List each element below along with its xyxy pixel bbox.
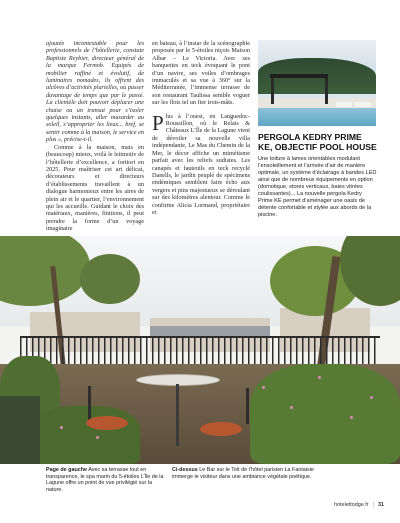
planted-shrubs (250, 364, 400, 464)
pergola-photo (258, 40, 376, 126)
pink-flower (350, 416, 353, 419)
caption-left (46, 467, 170, 493)
footer-site: hotelettodge.fr (334, 502, 369, 508)
chair-back (246, 388, 249, 424)
chair-back (88, 386, 91, 422)
chair-seat (86, 416, 128, 430)
pink-flower (290, 406, 293, 409)
column-2-paragraph-2 (152, 110, 250, 217)
zinc-roof (150, 326, 270, 336)
pergola-post (271, 78, 274, 104)
drop-cap: P (152, 110, 164, 135)
caption-right-label: Ci-dessus (172, 467, 198, 473)
planter-box (0, 396, 40, 464)
table-leg (176, 384, 179, 446)
rooftop-terrace-photo (0, 236, 400, 464)
pink-flower (96, 436, 99, 439)
sidebar-product-box (258, 40, 378, 219)
pink-flower (318, 376, 321, 379)
pergola-post (325, 78, 328, 104)
column-2-paragraph-1: en bateau, à l’instar de la scénographie proposée par le 5-étoiles niçois Maison Albar – Le Victoria. Avec ses banquettes en teck évoquant le pont d’un navire, ses voiles d’ombrages immaculés et sa vue à 360° sur la Méditerranée, l’immense terrasse de son restaurant Taulissa semble voguer sur les flots tel un fier trois-mâts. (152, 40, 250, 107)
foliage (80, 254, 140, 304)
pergola-roof (270, 74, 328, 78)
pink-flower (262, 386, 265, 389)
planted-shrubs (30, 406, 140, 464)
column-1-paragraph-2: Comme à la maison, mais en (beaucoup) mieux, voilà le leitmotiv de l’hôtellerie d’excellence, a fortiori en 2025. Pour maîtriser cet art délicat, décorateurs et directeurs d’établissements travaillent à un dialogue harmonieux entre les aires de plein air et le quartier, l’environnement qui les accueille. Guidant le choix des matériaux, manières, finitions, il peut prendre la forme d’un voyage imaginaire (46, 143, 144, 233)
page-footer (334, 502, 384, 508)
pink-flower (60, 426, 63, 429)
caption-left-text: Avec sa terrasse tout en transparence, le spa marin du 5-étoiles L’Île de la Lagune offre un point de vue privilégié sur la nature. (46, 467, 164, 493)
sidebar-title: PERGOLA KEDRY PRIME KE, OBJECTIF POOL HOUSE (258, 132, 377, 152)
article-column-2 (152, 40, 250, 216)
photo-pool (258, 108, 376, 126)
chair-seat (200, 422, 242, 436)
pink-flower (370, 396, 373, 399)
sun-lounger (355, 102, 371, 107)
column-2-paragraph-2-text: lus à l’ouest, en Languedoc-Roussillon, où le Relais & Châteaux L’Île de la Lagune vient de dévoiler sa nouvelle villa indépendante, Le Mas du Chemin de la Mer, le décor affiche un mimétisme parfait avec les reliefs sudistes. Les canapés et fauteuils en teck recyclé Danells, le jardin peuplé de spécimens endémiques semblent faire écho aux vergers et pins majestueux se déroulant sur des kilomètres alentour. Comme le confirme Alicia Lormand, propriétaire et (152, 112, 250, 216)
article-column-1 (46, 40, 144, 233)
sun-lounger (336, 102, 352, 107)
caption-right (172, 467, 322, 480)
sidebar-body: Une toiture à lames orientables modulant l’ensoleillement et l’arrivée d’air de manière optimale, un système d’éclairage à bandes LED ainsi que de nombreux équipements en option (domotique, stores verticaux, baies vitrées coulissantes)... La nouvelle pergola Kedry Prime KE permet d’aménager une oasis de détente confortable et stylée aux abords de la piscine. (258, 156, 377, 218)
caption-left-label: Page de gauche (46, 467, 88, 473)
footer-separator: | (372, 502, 374, 508)
page-number: 31 (378, 502, 384, 508)
caption-right-text: Le Bar sur le Toit de l’hôtel parisien La Fantaisie immerge le visiteur dans une ambiance végétale poétique. (172, 467, 314, 480)
column-1-paragraph-1: ajoutée incontestable pour les professionnels de l’hôtellerie, constate Baptiste Reybier, directeur général de la marque Fermob. Équipés de mobilier raffiné et évolutif, de luminaires nomades, ils offrent des alcôves d’activités plurielles, où passer davantage de temps que par le passé. La clientèle doit pouvoir déplacer une chaise ou un transat pour s’isoler quelques instants, aller musarder au soleil, s’approprier les lieux... bref, se sentir comme à la maison, le service en plus », précise-t-il. (46, 40, 144, 144)
